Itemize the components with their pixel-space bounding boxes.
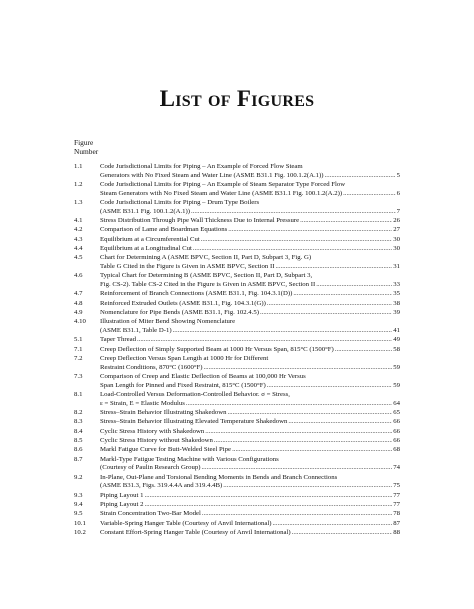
figure-caption-text: Table G Cited in the Figure is Given in ASME BPVC, Section II [100,263,275,271]
column-header [74,138,98,157]
figure-caption [100,163,400,181]
dot-leader [205,428,392,437]
figure-entry[interactable] [74,217,400,226]
page-number: 27 [393,226,400,234]
figure-caption [100,181,400,199]
figure-number: 4.3 [74,235,83,243]
dot-leader [191,208,396,217]
page-number: 75 [393,482,400,490]
dot-leader [228,226,392,235]
figure-number: 7.3 [74,373,83,380]
figure-caption-line [100,529,400,538]
figure-entry[interactable] [74,236,400,245]
figure-caption-text: Reinforced Extruded Outlets (ASME B31.1, Fig. 104.3.1(G)) [100,299,266,307]
figure-caption-text: ε = Strain, E = Elastic Modulus [100,399,185,407]
figure-caption-text: Taper Thread [100,336,136,344]
figure-caption-line [100,181,400,190]
figure-entry[interactable] [74,163,400,181]
figure-number: 9.4 [74,500,83,508]
figure-caption-text: (ASME B31.1, Table D-1) [100,327,172,335]
figure-number: 8.5 [74,436,83,444]
figure-caption-text: Comparison of Creep and Elastic Deflection of Beams at 100,000 Hr Versus [100,373,306,380]
figure-entry[interactable] [74,199,400,217]
figure-caption-line [100,245,400,254]
page-number: 77 [393,491,400,499]
figure-caption-line [100,474,400,483]
figure-caption [100,336,400,345]
figure-entry[interactable] [74,446,400,455]
figure-caption-text: Piping Layout 2 [100,500,144,508]
figure-caption-text: Cyclic Stress History with Shakedown [100,427,205,435]
dot-leader [275,263,392,272]
figure-caption-line [100,190,400,199]
figure-caption-text: Code Jurisdictional Limits for Piping – An Example of Steam Separator Type Forced Flow [100,181,346,189]
column-header-line: Figure [74,138,94,147]
figure-caption [100,318,400,336]
figure-caption [100,300,400,309]
figure-entry[interactable] [74,290,400,299]
page-number: 30 [393,235,400,243]
figure-caption-line [100,428,400,437]
figure-entry[interactable] [74,501,400,510]
figure-number: 1.2 [74,181,83,189]
figure-caption-text: Strain Concentration Two-Bar Model [100,510,201,518]
figure-caption [100,428,400,437]
figure-caption [100,236,400,245]
figure-caption [100,373,400,391]
figure-caption-text: (ASME B31.3, Figs. 319.4.4A and 319.4.4B) [100,482,223,490]
figure-number: 4.7 [74,290,83,298]
figure-number: 7.2 [74,354,83,362]
figure-caption-line [100,263,400,272]
figure-number: 9.2 [74,473,83,481]
figure-caption-line [100,400,400,409]
figure-number: 4.10 [74,318,86,326]
figure-caption-line [100,492,400,501]
figure-caption-line [100,510,400,519]
column-header-line: Number [74,147,99,157]
page-number: 7 [396,207,400,215]
figure-caption [100,492,400,501]
figure-caption-line [100,199,400,208]
figure-number: 4.6 [74,272,83,280]
figure-caption [100,346,400,355]
figure-caption-text: Span Length for Pinned and Fixed Restraint, 815°C (1500°F) [100,381,266,389]
page-number: 5 [396,171,400,179]
figure-caption-line [100,501,400,510]
dot-leader [201,464,392,473]
dot-leader [145,492,393,501]
figure-entry[interactable] [74,492,400,501]
figure-entry[interactable] [74,456,400,474]
figure-number: 8.6 [74,446,83,454]
figure-number: 4.9 [74,309,83,317]
figure-caption-line [100,446,400,455]
figure-caption-line [100,290,400,299]
page-number: 66 [393,418,400,426]
figure-entry[interactable] [74,254,400,272]
dot-leader [288,418,392,427]
dot-leader [335,346,392,355]
figure-caption-line [100,163,400,172]
figure-caption [100,446,400,455]
figure-entry[interactable] [74,409,400,418]
figure-entry[interactable] [74,245,400,254]
figure-caption-line [100,346,400,355]
figure-caption [100,437,400,446]
figure-caption [100,456,400,474]
figure-caption [100,199,400,217]
page-number: 39 [393,309,400,317]
figure-caption-line [100,382,400,391]
figure-number: 9.3 [74,491,83,499]
page-number: 64 [393,399,400,407]
figure-number: 1.1 [74,163,83,170]
dot-leader [137,336,392,345]
page-number: 88 [393,528,400,536]
figure-caption-text: Fig. CS-2). Table CS-2 Cited in the Figure is Given in ASME BPVC, Section II [100,281,316,289]
figure-entry[interactable] [74,373,400,391]
figure-entry[interactable] [74,474,400,492]
page-number: 30 [393,245,400,253]
figure-caption [100,217,400,226]
dot-leader [293,290,392,299]
figure-caption-text: Equilibrium at a Circumferential Cut [100,235,200,243]
figure-caption [100,226,400,235]
figure-caption-text: Equilibrium at a Longitudinal Cut [100,245,192,253]
figure-caption-line [100,482,400,491]
figure-caption-text: Steam Generators with No Fixed Steam and Water Line (ASME B31.1 Fig. 100.1.2(A.2)) [100,189,343,197]
dot-leader [214,437,392,446]
figure-caption [100,418,400,427]
figure-entry[interactable] [74,300,400,309]
figure-number: 10.2 [74,528,86,536]
figure-caption [100,409,400,418]
figure-caption [100,272,400,290]
page-number: 66 [393,436,400,444]
figure-number: 5.1 [74,336,83,344]
figure-list [74,163,400,538]
page-number: 26 [393,217,400,225]
dot-leader [228,409,393,418]
figure-caption-text: Cyclic Stress History without Shakedown [100,436,213,444]
figure-caption-text: Code Jurisdictional Limits for Piping – An Example of Forced Flow Steam [100,163,303,170]
figure-caption-text: Restraint Conditions, 870°C (1600°F) [100,363,203,371]
page-number: 66 [393,427,400,435]
dot-leader [232,446,392,455]
figure-number: 8.4 [74,427,83,435]
figure-caption-line [100,226,400,235]
figure-number: 4.8 [74,299,83,307]
dot-leader [260,309,392,318]
figure-caption-line [100,437,400,446]
figure-entry[interactable] [74,510,400,519]
dot-leader [186,400,392,409]
figure-number: 8.1 [74,391,83,399]
figure-entry[interactable] [74,336,400,345]
figure-caption-text: (Courtesy of Paulin Research Group) [100,464,201,472]
page-number: 78 [393,510,400,518]
figure-caption [100,245,400,254]
figure-caption-line [100,281,400,290]
page-number: 31 [393,263,400,271]
figure-caption-text: Code Jurisdictional Limits for Piping – Drum Type Boilers [100,199,260,207]
figure-caption-text: Generators with No Fixed Steam and Water Line (ASME B31.1 Fig. 100.1.2(A.1)) [100,171,324,179]
dot-leader [272,520,392,529]
page-number: 6 [396,189,400,197]
figure-caption-line [100,373,400,382]
figure-caption-line [100,208,400,217]
figure-caption [100,355,400,373]
figure-caption-line [100,520,400,529]
figure-caption-text: Load-Controlled Versus Deformation-Controlled Behavior. σ = Stress, [100,391,290,399]
dot-leader [145,501,393,510]
figure-caption-line [100,355,400,364]
page-number: 58 [393,345,400,353]
figure-entry[interactable] [74,272,400,290]
figure-caption-text: Markl-Type Fatigue Testing Machine with Various Configurations [100,455,279,463]
figure-number: 7.1 [74,345,83,353]
figure-entry[interactable] [74,520,400,529]
figure-caption-line [100,391,400,400]
page-number: 59 [393,381,400,389]
figure-number: 8.2 [74,409,83,417]
figure-entry[interactable] [74,226,400,235]
page-number: 87 [393,519,400,527]
figure-number: 1.3 [74,199,83,207]
dot-leader [343,190,396,199]
page-number: 68 [393,446,400,454]
figure-caption [100,474,400,492]
page-number: 41 [393,327,400,335]
figure-caption-line [100,318,400,327]
figure-caption-text: Illustration of Miter Bend Showing Nomenclature [100,318,236,326]
page-title: List of Figures [159,86,315,111]
figure-caption-line [100,309,400,318]
dot-leader [193,245,392,254]
dot-leader [292,529,393,538]
figure-caption-line [100,300,400,309]
page-number: 77 [393,500,400,508]
figure-entry[interactable] [74,309,400,318]
figure-caption-line [100,254,400,263]
figure-caption-text: Creep Deflection of Simply Supported Beam at 1000 Hr Versus Span, 815°C (1500°F) [100,345,334,353]
figure-number: 8.3 [74,418,83,426]
figure-caption-line [100,464,400,473]
page-number: 35 [393,290,400,298]
page-number: 59 [393,363,400,371]
figure-entry[interactable] [74,437,400,446]
page-number: 33 [393,281,400,289]
figure-entry[interactable] [74,418,400,427]
figure-caption [100,309,400,318]
dot-leader [201,236,393,245]
figure-caption-text: In-Plane, Out-Plane and Torsional Bending Moments in Bends and Branch Connections [100,473,338,481]
page-number: 38 [393,299,400,307]
dot-leader [173,327,393,336]
figure-caption-text: Reinforcement of Branch Connections (ASME B31.1, Fig. 104.3.1(D)) [100,290,293,298]
figure-caption-text: Comparison of Lame and Boardman Equations [100,226,228,234]
figure-caption [100,501,400,510]
dot-leader [316,281,392,290]
figure-caption-line [100,418,400,427]
figure-caption-text: Constant Effort-Spring Hanger Table (Courtesy of Anvil International) [100,528,291,536]
figure-caption [100,510,400,519]
dot-leader [300,217,392,226]
figure-entry[interactable] [74,318,400,336]
figure-entry[interactable] [74,428,400,437]
figure-caption [100,391,400,409]
figure-caption-text: Piping Layout 1 [100,491,144,499]
figure-caption-text: Stress Distribution Through Pipe Wall Thickness Due to Internal Pressure [100,217,300,225]
dot-leader [267,300,392,309]
figure-caption-line [100,409,400,418]
figure-caption-line [100,364,400,373]
figure-caption-line [100,272,400,281]
figure-number: 10.1 [74,519,86,527]
figure-caption-text: Markl Fatigue Curve for Butt-Welded Steel Pipe [100,446,232,454]
figure-caption [100,520,400,529]
figure-number: 4.5 [74,254,83,262]
figure-number: 4.2 [74,226,83,234]
figure-entry[interactable] [74,181,400,199]
figure-caption-text: Stress–Strain Behavior Illustrating Shakedown [100,409,227,417]
figure-entry[interactable] [74,529,400,538]
page-number: 74 [393,464,400,472]
dot-leader [204,364,393,373]
figure-caption [100,254,400,272]
figure-caption-line [100,456,400,465]
figure-entry[interactable] [74,391,400,409]
figure-caption-line [100,236,400,245]
figure-caption-line [100,217,400,226]
dot-leader [202,510,392,519]
page-number: 49 [393,336,400,344]
figure-caption-line [100,336,400,345]
figure-entry[interactable] [74,346,400,355]
figure-caption [100,290,400,299]
dot-leader [325,172,396,181]
figure-caption-text: Variable-Spring Hanger Table (Courtesy of Anvil International) [100,519,272,527]
figure-number: 8.7 [74,455,83,463]
figure-caption-line [100,327,400,336]
figure-caption-text: Typical Chart for Determining B (ASME BPVC, Section II, Part D, Subpart 3, [100,272,313,280]
figure-caption-text: Stress–Strain Behavior Illustrating Elevated Temperature Shakedown [100,418,288,426]
page-number: 65 [393,409,400,417]
figure-caption-text: (ASME B31.1 Fig. 100.1.2(A.1)) [100,207,191,215]
dot-leader [267,382,393,391]
figure-number: 4.4 [74,245,83,253]
figure-caption-line [100,172,400,181]
figure-number: 4.1 [74,217,83,225]
dot-leader [223,482,392,491]
figure-caption-text: Nomenclature for Pipe Bends (ASME B31.1, Fig. 102.4.5) [100,309,259,317]
figure-caption-text: Creep Deflection Versus Span Length at 1000 Hr for Different [100,354,269,362]
figure-number: 9.5 [74,510,83,518]
figure-entry[interactable] [74,355,400,373]
figure-caption-text: Chart for Determining A (ASME BPVC, Section II, Part D, Subpart 3, Fig. G) [100,254,312,262]
figure-caption [100,529,400,538]
